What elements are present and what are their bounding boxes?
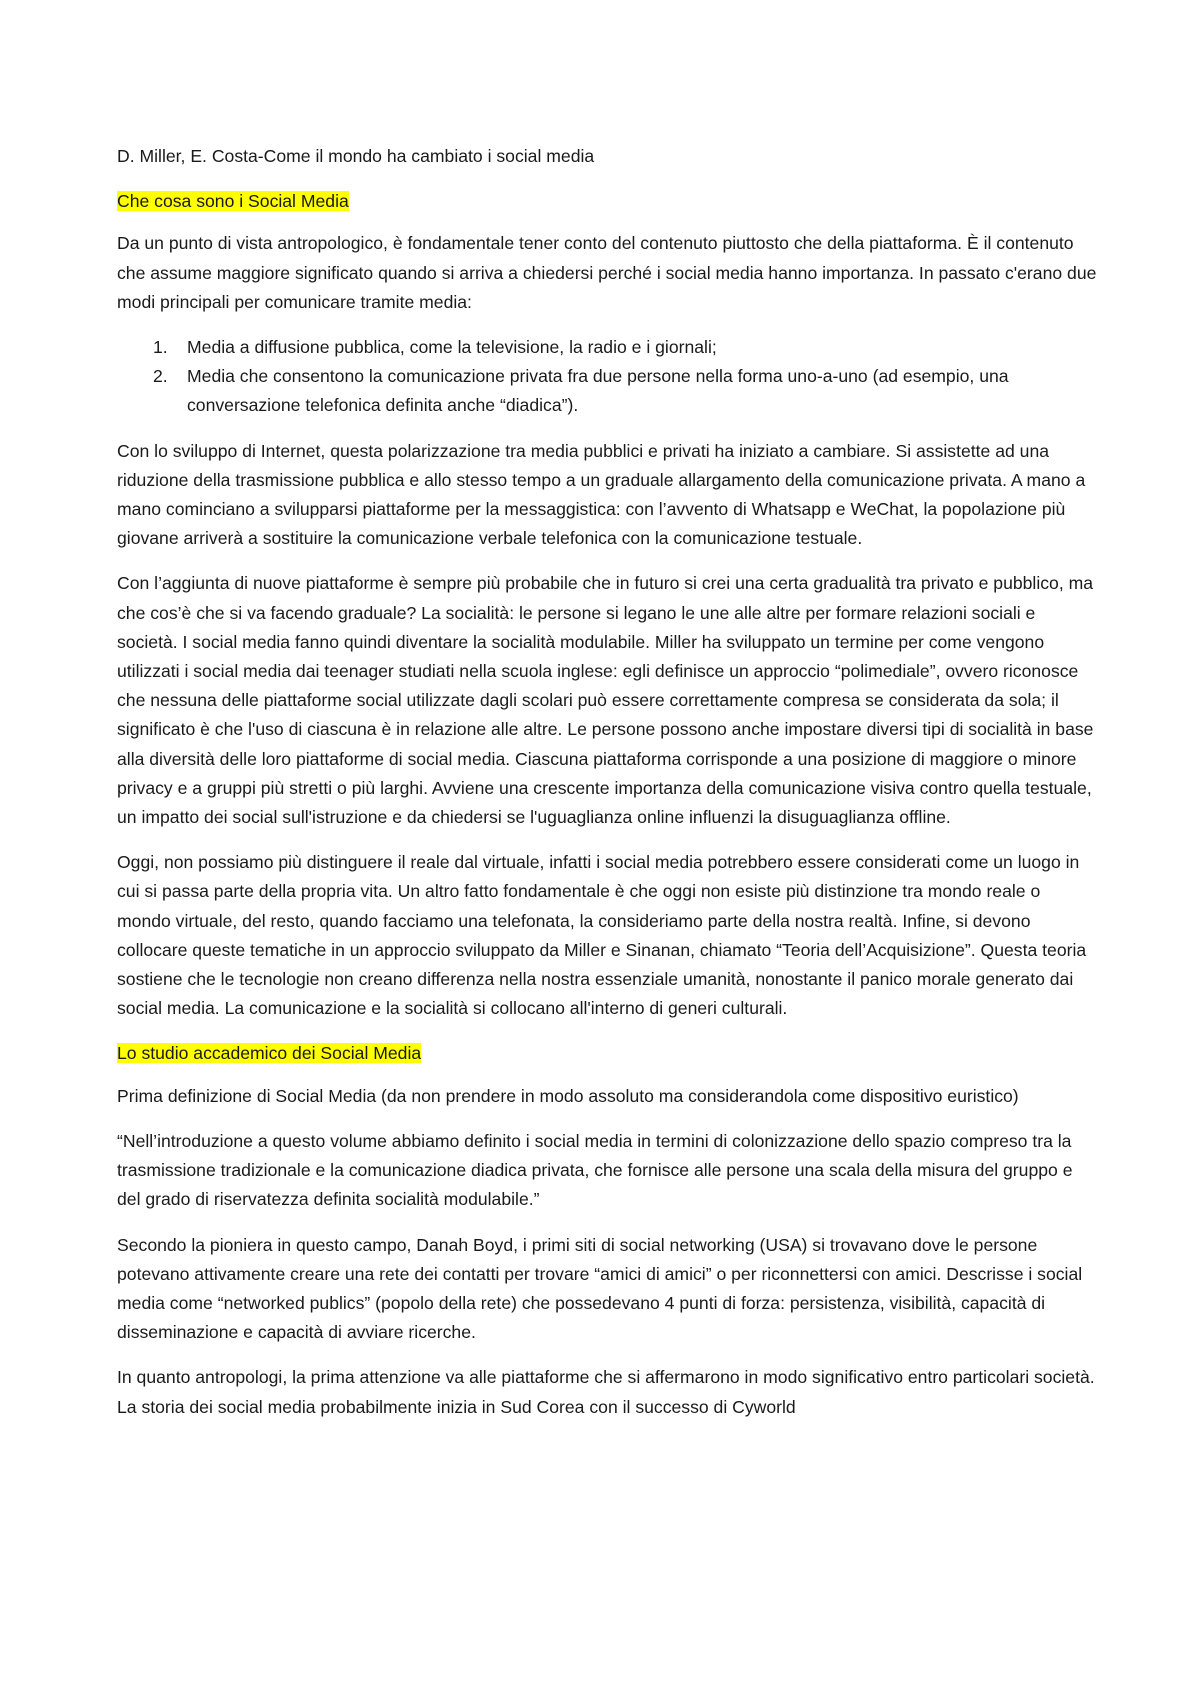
- paragraph-real-virtual: Oggi, non possiamo più distinguere il reale dal virtuale, infatti i social media potrebbero essere considerati come un luogo in cui si passa parte della propria vita. Un altro fatto fondamentale è che oggi non esiste più distinzione tra mondo reale o mondo virtuale, del resto, quando facciamo una telefonata, la consideriamo parte della nostra realtà. Infine, si devono collocare queste tematiche in un approccio sviluppato da Miller e Sinanan, chiamato “Teoria dell’Acquisizione”. Questa teoria sostiene che le tecnologie non creano differenza nella nostra essenziale umanità, nonostante il panico morale generato dai social media. La comunicazione e la socialità si collocano all'interno di generi culturali.: [117, 852, 1087, 1019]
- media-types-list: [117, 333, 1097, 421]
- list-item: [117, 333, 1097, 362]
- paragraph-anthropological-view: Da un punto di vista antropologico, è fondamentale tener conto del contenuto piuttosto che della piattaforma. È il contenuto che assume maggiore significato quando si arriva a chiedersi perché i social media hanno importanza. In passato c'erano due modi principali per comunicare tramite media:: [117, 233, 1097, 312]
- list-item-text: Media a diffusione pubblica, come la televisione, la radio e i giornali;: [187, 337, 717, 358]
- list-item-number: 1.: [153, 337, 168, 358]
- section-heading-what-are-social-media: [117, 187, 1097, 216]
- section-heading-academic-study: [117, 1039, 1097, 1068]
- paragraph-definition-quote: “Nell’introduzione a questo volume abbiamo definito i social media in termini di colonizzazione dello spazio compreso tra la trasmissione tradizionale e la comunicazione diadica privata, che fornisce alle persone una scala della misura del gruppo e del grado di riservatezza definita socialità modulabile.”: [117, 1130, 1073, 1210]
- paragraph-anthropologists: In quanto antropologi, la prima attenzione va alle piattaforme che si affermarono in modo significativo entro particolari società. La storia dei social media probabilmente inizia in Sud Corea con il successo di Cyworld: [117, 1367, 1095, 1417]
- list-item: [117, 362, 1097, 420]
- document-title: D. Miller, E. Costa-Come il mondo ha cambiato i social media: [117, 146, 595, 166]
- highlighted-heading-text: Che cosa sono i Social Media: [117, 191, 349, 212]
- list-item-number: 2.: [153, 366, 168, 387]
- paragraph-danah-boyd: Secondo la pioniera in questo campo, Danah Boyd, i primi siti di social networking (USA) si trovavano dove le persone potevano attivamente creare una rete dei contatti per trovare “amici di amici” o per riconnettersi con amici. Descrisse i social media come “networked publics” (popolo della rete) che possedevano 4 punti di forza: persistenza, visibilità, capacità di disseminazione e capacità di avviare ricerche.: [117, 1234, 1083, 1343]
- document-body: [117, 142, 1097, 1438]
- paragraph-first-definition: Prima definizione di Social Media (da non prendere in modo assoluto ma considerandola come dispositivo euristico): [117, 1085, 1019, 1106]
- highlighted-heading-text: Lo studio accademico dei Social Media: [117, 1043, 422, 1064]
- paragraph-new-platforms: Con l’aggiunta di nuove piattaforme è sempre più probabile che in futuro si crei una certa gradualità tra privato e pubblico, ma che cos’è che si va facendo graduale? La socialità: le persone si legano le une alle altre per formare relazioni sociali e società. I social media fanno quindi diventare la socialità modulabile. Miller ha sviluppato un termine per come vengono utilizzati i social media dai teenager studiati nella scuola inglese: egli definisce un approccio “polimediale”, ovvero riconosce che nessuna delle piattaforme social utilizzate dagli scolari può essere correttamente compresa se considerata da sola; il significato è che l'uso di ciascuna è in relazione alle altre. Le persone possono anche impostare diversi tipi di socialità in base alla diversità delle loro piattaforme di social media. Ciascuna piattaforma corrisponde a una posizione di maggiore o minore privacy e a gruppi più stretti o più larghi. Avviene una crescente importanza della comunicazione visiva contro quella testuale, un impatto dei social sull'istruzione e da chiedersi se l'uguaglianza online influenzi la disuguaglianza offline.: [117, 573, 1094, 828]
- list-item-text: Media che consentono la comunicazione privata fra due persone nella forma uno-a-uno (ad esempio, una conversazione telefonica definita anche “diadica”).: [187, 366, 1009, 416]
- paragraph-internet-development: Con lo sviluppo di Internet, questa polarizzazione tra media pubblici e privati ha iniziato a cambiare. Si assistette ad una riduzione della trasmissione pubblica e allo stesso tempo a un graduale allargamento della comunicazione privata. A mano a mano cominciano a svilupparsi piattaforme per la messaggistica: con l’avvento di Whatsapp e WeChat, la popolazione più giovane arriverà a sostituire la comunicazione verbale telefonica con la comunicazione testuale.: [117, 440, 1086, 549]
